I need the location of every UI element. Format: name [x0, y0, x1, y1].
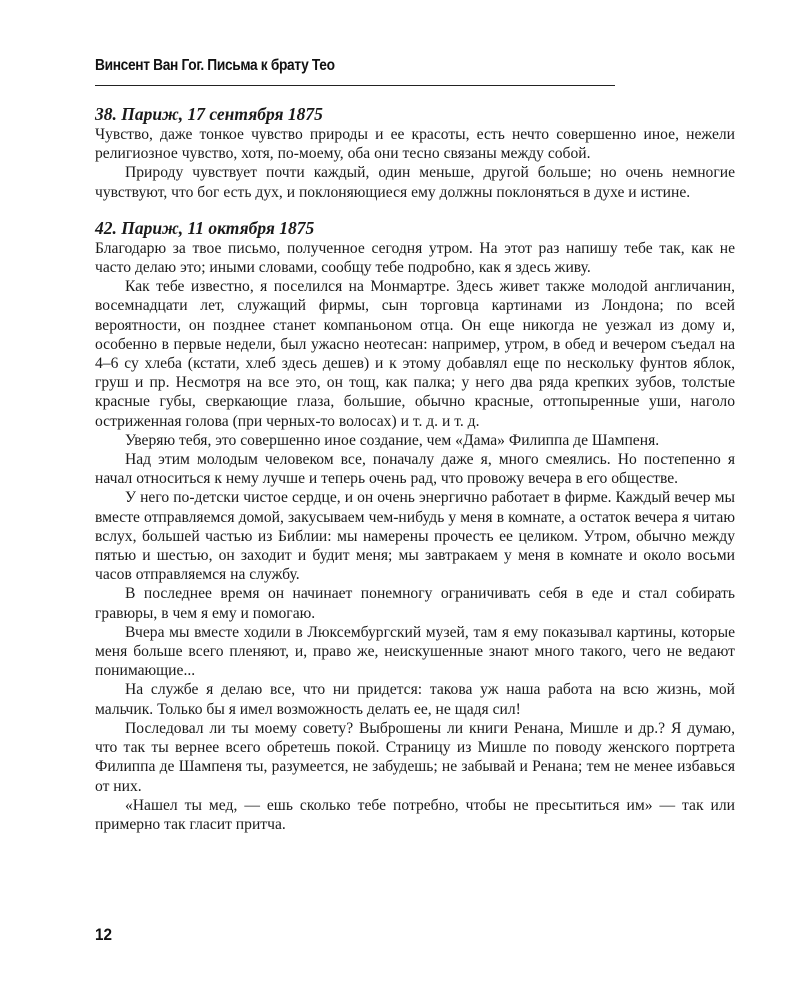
paragraph: Природу чувствует почти каждый, один меньше, другой больше; но очень немногие чувствуют, что бог есть дух, и поклоняющиеся ему должны поклоняться в духе и истине. — [95, 164, 735, 201]
paragraph: Уверяю тебя, это совершенно иное создание, чем «Дама» Филиппа де Шампеня. — [125, 431, 660, 449]
letter-38 — [95, 103, 735, 202]
paragraph: «Нашел ты мед, — ешь сколько тебе потребно, чтобы не пресытиться им» — так или примерно так гласит притча. — [95, 796, 735, 833]
running-header: Винсент Ван Гог. Письма к брату Тео — [95, 57, 335, 74]
letter-heading: 42. Париж, 11 октября 1875 — [95, 217, 315, 238]
paragraph: Благодарю за твое письмо, полученное сегодня утром. На этот раз напишу тебе так, как не часто делаю это; иными словами, сообщу тебе подробно, как я здесь живу. — [95, 239, 735, 277]
paragraph: В последнее время он начинает понемногу ограничивать себя в еде и стал собирать гравюры, в чем я ему и помогаю. — [95, 585, 735, 622]
paragraph: Вчера мы вместе ходили в Люксембургский музей, там я ему показывал картины, которые меня больше всего пленяют, и, право же, неискушенные знают много такого, чего не ведают понимающие... — [95, 623, 735, 680]
letter-42 — [95, 217, 735, 834]
paragraph: Чувство, даже тонкое чувство природы и ее красоты, есть нечто совершенно иное, нежели религиозное чувство, хотя, по-моему, оба они тесно связаны между собой. — [95, 126, 735, 163]
header-rule — [95, 85, 615, 86]
text-column — [95, 103, 735, 834]
paragraph: Над этим молодым человеком все, поначалу даже я, много смеялись. Но постепенно я начал относиться к нему лучше и теперь очень рад, что провожу вечера в его обществе. — [95, 451, 735, 488]
paragraph: Как тебе известно, я поселился на Монмартре. Здесь живет также молодой англичанин, восемнадцати лет, служащий фирмы, сын торговца картинами из Лондона; по всей вероятности, он позднее станет компаньоном отца. Он еще никогда не уезжал из дому и, особенно в первые недели, был ужасно неотесан: например, утром, в обед и вечером съедал на 4–6 су хлеба (кстати, хлеб здесь дешев) и к этому добавлял еще по нескольку фунтов яблок, груш и пр. Несмотря на все это, он тощ, как палка; у него два ряда крепких зубов, толстые красные губы, сверкающие глаза, большие, обычно красные, оттопыренные уши, наголо остриженная голова (при черных-то волосах) и т. д. и т. д. — [95, 278, 735, 430]
paragraph: У него по-детски чистое сердце, и он очень энергично работает в фирме. Каждый вечер мы вместе отправляемся домой, закусываем чем-нибудь у меня в комнате, а остаток вечера я читаю вслух, большей частью из Библии: мы намерены прочесть ее целиком. Утром, обычно между пятью и шестью, он заходит и будит меня; мы завтракаем у меня в комнате и около восьми часов отправляемся на службу. — [95, 489, 735, 584]
page-number: 12 — [95, 925, 113, 944]
paragraph: Последовал ли ты моему совету? Выброшены ли книги Ренана, Мишле и др.? Я думаю, что так ты вернее всего обретешь покой. Страницу из Мишле по поводу женского портрета Филиппа де Шампеня ты, разумеется, не забудешь; не забывай и Ренана; тем не менее избавься от них. — [95, 719, 735, 795]
letter-heading: 38. Париж, 17 сентября 1875 — [95, 104, 323, 124]
paragraph: На службе я делаю все, что ни придется: такова уж наша работа на всю жизнь, мой мальчик. Только бы я имел возможность делать ее, не щадя сил! — [95, 681, 735, 718]
